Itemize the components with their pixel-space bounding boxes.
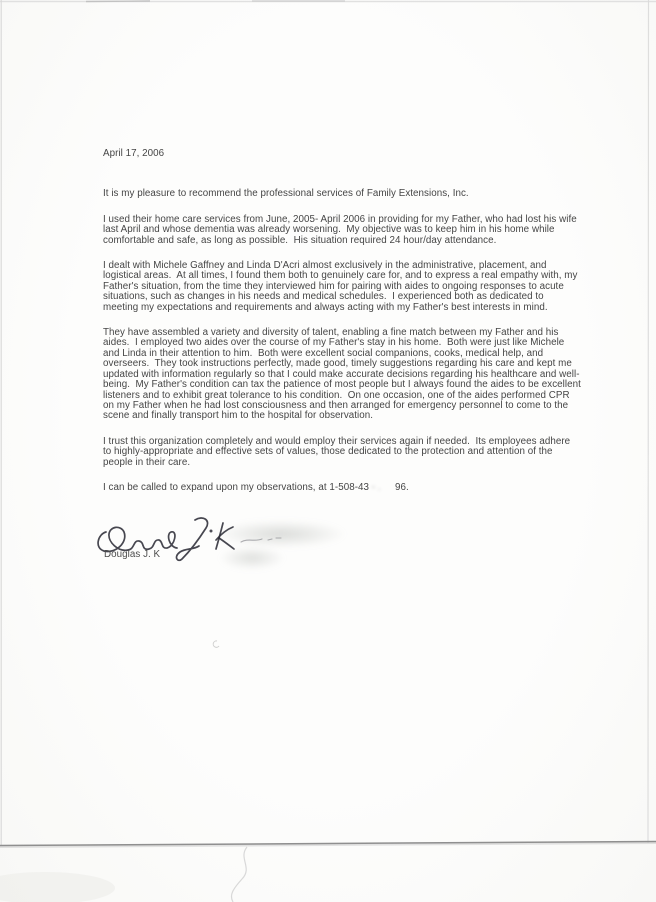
small-scan-mark — [213, 641, 219, 647]
contact-line-prefix: I can be called to expand upon my observations, at 1-508-43 — [103, 481, 370, 493]
contact-line-suffix: 96. — [395, 481, 409, 493]
letter-paragraph-aides: They have assembled a variety and diversity of talent, enabling a fine match between my Father and his aides. I employed two aides over the course of my Father's stay in his home. Both were just like Michele and Linda in their attention to him. Both were excellent social companions, cooks, medical help, and overseers. They took instructions perfectly, made good, timely suggestions regarding his care and kept me updated with information regularly so that I could make accurate decisions regarding his healthcare and well-being. My Father's condition can tax the patience of most people but I always found the aides to be excellent listeners and to exhibit great tolerance to his condition. On one occasion, one of the aides performed CPR on my Father when he had lost consciousness and then arranged for emergency personnel to come to the scene and finally transport him to the hospital for observation. — [103, 327, 584, 422]
letter-paragraph-trust: I trust this organization completely and would employ their services again if needed. Its employees adhere to highly-appropriate and effective sets of values, those dedicated to the protection and attention of the people in their care. — [103, 435, 573, 468]
signature-stroke-middle-initial — [176, 518, 207, 560]
letter-paragraph-intro: It is my pleasure to recommend the professional services of Family Extensions, Inc. — [103, 188, 469, 200]
signature-stroke-first-name — [98, 528, 177, 552]
letter-paragraph-services: I used their home care services from June, 2005- April 2006 in providing for my Father, who had lost his wife last April and whose dementia was already worsening. My objective was to keep him in his home while comfortable and safe, as long as possible. His situation required 24 hour/day attendance. — [103, 213, 580, 246]
scan-edge-top-dark-segment-1 — [86, 1, 150, 2]
signature-block — [103, 508, 581, 574]
redacted-phone-digits: - . — [369, 481, 384, 493]
letter-paragraph-staff: I dealt with Michele Gaffney and Linda D'Acri almost exclusively in the administrative, placement, and logistical areas. At all times, I found them both to genuinely care for, and to express a real empathy with, my Father's situation, from the time they interviewed him for pairing with aides to ongoing responses to acute situations, such as changes in his needs and medical schedules. I experienced both as dedicated to meeting my expectations and requirements and always acting with my Father's best interests in mind. — [103, 260, 581, 313]
paper-wrinkle — [231, 847, 247, 902]
scan-edge-right — [648, 0, 649, 843]
letter-contact-line — [103, 483, 581, 493]
signature-period-dot — [210, 530, 213, 533]
redaction-smudge-name — [219, 546, 285, 570]
printed-signer-name: Douglas J. K — [104, 549, 161, 561]
scanner-shadow-bottom-left — [0, 872, 115, 902]
letter-date: April 17, 2006 — [103, 148, 165, 159]
letter-body — [103, 148, 584, 574]
page-fold-line — [0, 842, 656, 846]
page-fold-line-shadow — [0, 843, 656, 847]
